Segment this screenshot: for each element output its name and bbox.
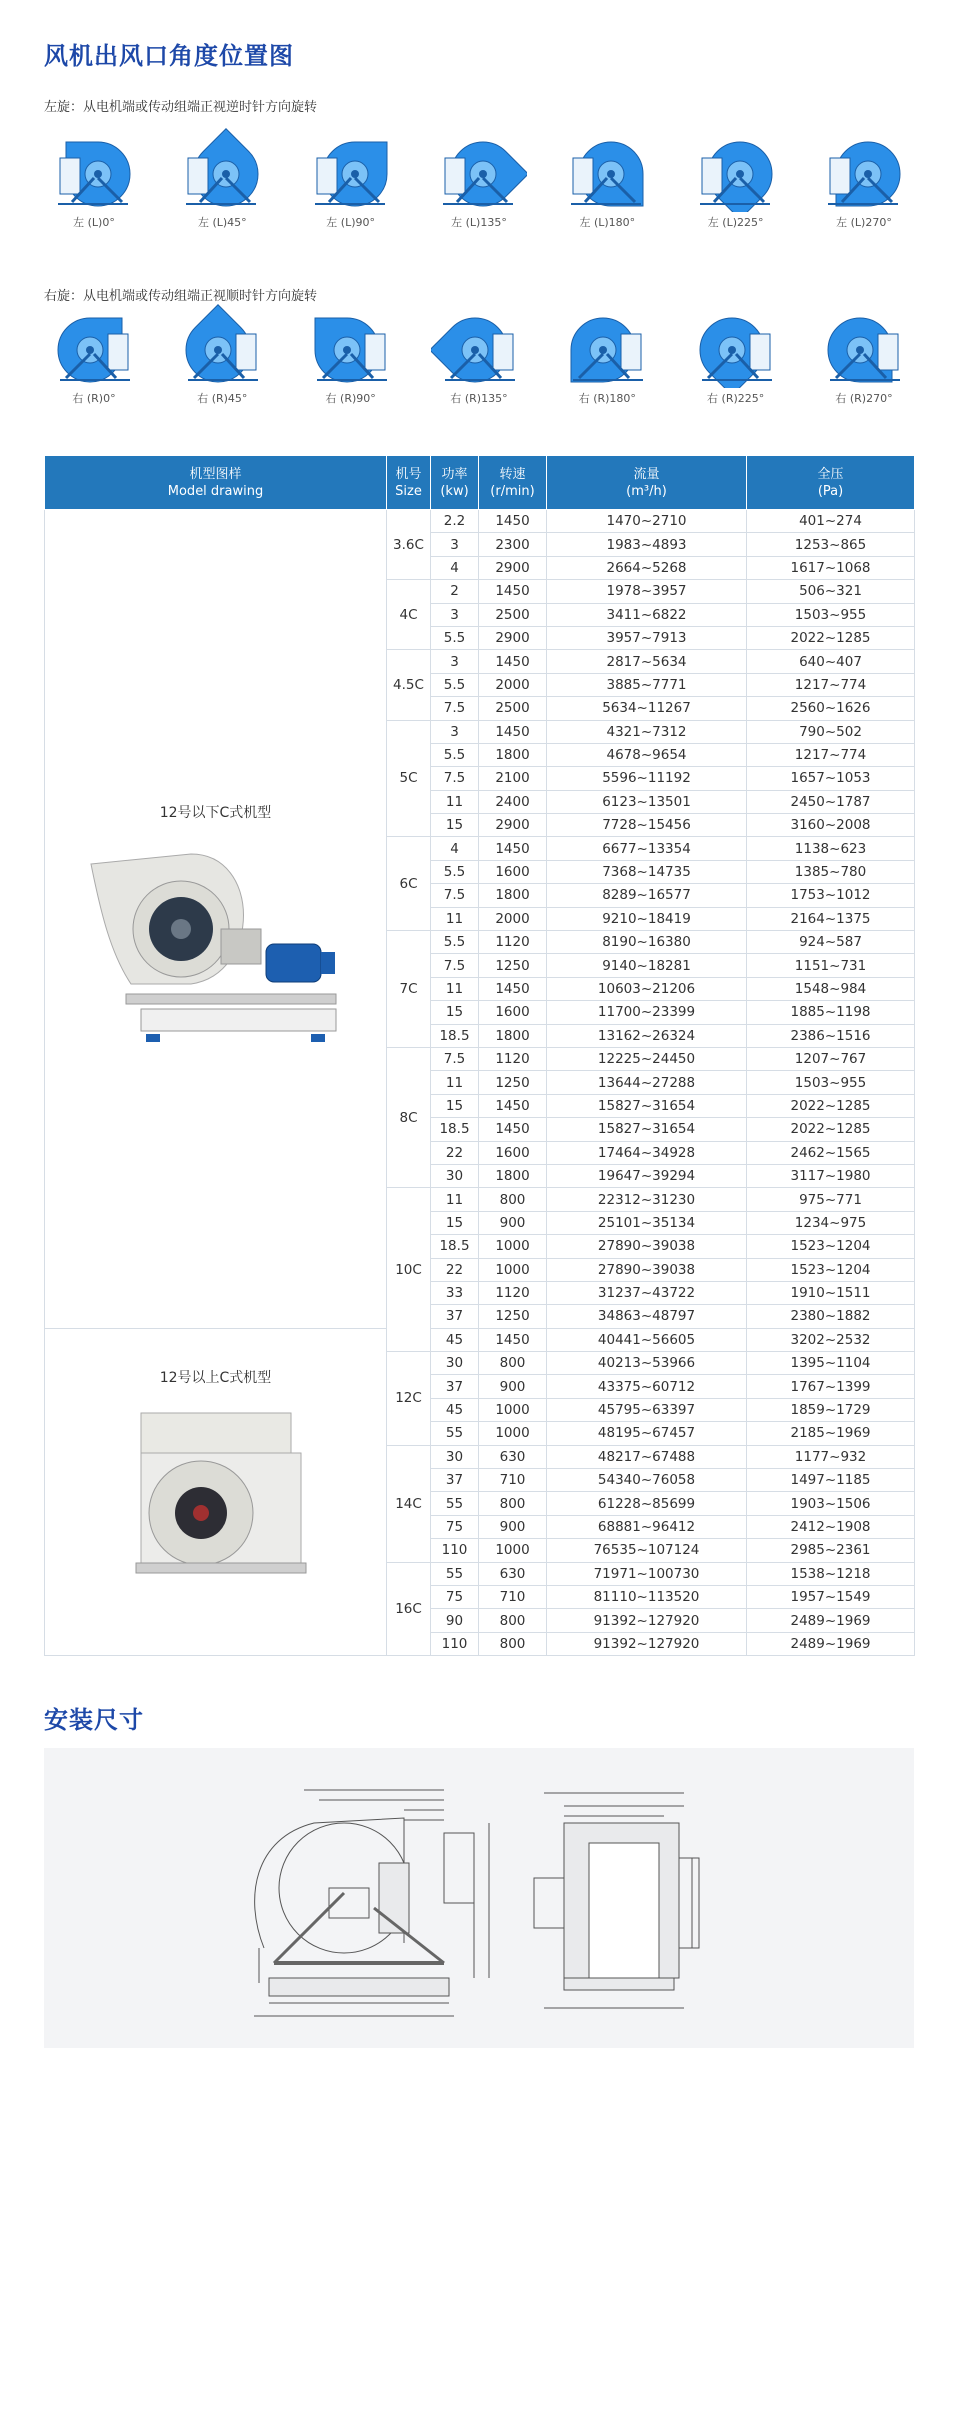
pressure-cell: 640~407 bbox=[747, 650, 915, 673]
speed-cell: 2000 bbox=[479, 907, 547, 930]
fan-outlet-icon bbox=[559, 128, 655, 212]
fan-outlet-item bbox=[557, 304, 657, 406]
speed-cell: 2900 bbox=[479, 556, 547, 579]
flow-cell: 43375~60712 bbox=[547, 1375, 747, 1398]
power-cell: 5.5 bbox=[431, 860, 479, 883]
flow-cell: 7368~14735 bbox=[547, 860, 747, 883]
flow-cell: 40441~56605 bbox=[547, 1328, 747, 1351]
flow-cell: 25101~35134 bbox=[547, 1211, 747, 1234]
fan-outlet-icon bbox=[559, 304, 655, 388]
speed-cell: 1450 bbox=[479, 1118, 547, 1141]
power-cell: 18.5 bbox=[431, 1235, 479, 1258]
right-rotation-label: 右旋：从电机端或传动组端正视顺时针方向旋转 bbox=[44, 289, 318, 304]
spec-header-cn: 转速 bbox=[499, 466, 526, 482]
fan-outlet-caption: 右 (R)0° bbox=[72, 392, 116, 405]
power-cell: 11 bbox=[431, 1071, 479, 1094]
power-cell: 3 bbox=[431, 720, 479, 743]
table-row bbox=[45, 510, 915, 533]
pressure-cell: 1957~1549 bbox=[747, 1585, 915, 1608]
power-cell: 18.5 bbox=[431, 1118, 479, 1141]
fan-outlet-icon bbox=[174, 128, 270, 212]
fan-outlet-icon bbox=[303, 304, 399, 388]
spec-header-cell bbox=[45, 456, 387, 510]
fan-outlet-caption: 右 (R)270° bbox=[835, 392, 893, 405]
fan-outlet-caption: 右 (R)225° bbox=[707, 392, 765, 405]
spec-header-en: (kw) bbox=[440, 483, 469, 499]
spec-header-en: (Pa) bbox=[817, 483, 844, 499]
flow-cell: 8190~16380 bbox=[547, 931, 747, 954]
flow-cell: 1978~3957 bbox=[547, 580, 747, 603]
flow-cell: 48217~67488 bbox=[547, 1445, 747, 1468]
flow-cell: 68881~96412 bbox=[547, 1515, 747, 1538]
pressure-cell: 2489~1969 bbox=[747, 1609, 915, 1632]
pressure-cell: 1859~1729 bbox=[747, 1398, 915, 1421]
pressure-cell: 506~321 bbox=[747, 580, 915, 603]
fan-outlet-item bbox=[172, 128, 272, 230]
speed-cell: 1250 bbox=[479, 1305, 547, 1328]
install-drawing bbox=[44, 1748, 914, 2048]
pressure-cell: 2022~1285 bbox=[747, 1118, 915, 1141]
spec-header-en: (r/min) bbox=[490, 483, 535, 499]
flow-cell: 27890~39038 bbox=[547, 1235, 747, 1258]
flow-cell: 81110~113520 bbox=[547, 1585, 747, 1608]
flow-cell: 40213~53966 bbox=[547, 1352, 747, 1375]
power-cell: 75 bbox=[431, 1585, 479, 1608]
flow-cell: 71971~100730 bbox=[547, 1562, 747, 1585]
power-cell: 3 bbox=[431, 650, 479, 673]
fan-outlet-item bbox=[172, 304, 272, 406]
fan-outlet-caption: 右 (R)90° bbox=[325, 392, 376, 405]
spec-header-cn: 机型图样 bbox=[189, 466, 242, 482]
size-cell: 5C bbox=[387, 720, 431, 837]
power-cell: 30 bbox=[431, 1352, 479, 1375]
pressure-cell: 1617~1068 bbox=[747, 556, 915, 579]
spec-table-header bbox=[45, 456, 915, 510]
install-title: 安装尺寸 bbox=[44, 1706, 144, 1734]
fan-outlet-caption: 左 (L)225° bbox=[707, 216, 764, 229]
power-cell: 4 bbox=[431, 837, 479, 860]
size-cell: 3.6C bbox=[387, 510, 431, 580]
power-cell: 55 bbox=[431, 1492, 479, 1515]
spec-header-en: (m³/h) bbox=[626, 483, 667, 499]
spec-header-cn: 全压 bbox=[817, 466, 844, 482]
pressure-cell: 1385~780 bbox=[747, 860, 915, 883]
fan-outlet-icon bbox=[46, 128, 142, 212]
flow-cell: 8289~16577 bbox=[547, 884, 747, 907]
speed-cell: 1450 bbox=[479, 580, 547, 603]
flow-cell: 1470~2710 bbox=[547, 510, 747, 533]
pressure-cell: 1503~955 bbox=[747, 603, 915, 626]
pressure-cell: 2164~1375 bbox=[747, 907, 915, 930]
speed-cell: 1450 bbox=[479, 1094, 547, 1117]
speed-cell: 2500 bbox=[479, 603, 547, 626]
pressure-cell: 1207~767 bbox=[747, 1047, 915, 1070]
flow-cell: 5596~11192 bbox=[547, 767, 747, 790]
speed-cell: 1120 bbox=[479, 1047, 547, 1070]
model-name: 12号以上C式机型 bbox=[159, 1369, 272, 1386]
power-cell: 11 bbox=[431, 790, 479, 813]
fan-outlet-item bbox=[686, 128, 786, 230]
power-cell: 5.5 bbox=[431, 743, 479, 766]
fan-outlet-caption: 左 (L)90° bbox=[326, 216, 376, 229]
dimension-drawing bbox=[44, 1748, 914, 2048]
fan-outlet-item bbox=[814, 304, 914, 406]
model-drawing-cell bbox=[45, 510, 387, 1329]
fan-outlet-caption: 左 (L)270° bbox=[836, 216, 892, 229]
fan-outlet-icon bbox=[816, 128, 912, 212]
speed-cell: 2100 bbox=[479, 767, 547, 790]
power-cell: 2 bbox=[431, 580, 479, 603]
speed-cell: 900 bbox=[479, 1375, 547, 1398]
flow-cell: 9140~18281 bbox=[547, 954, 747, 977]
flow-cell: 91392~127920 bbox=[547, 1632, 747, 1655]
speed-cell: 1800 bbox=[479, 743, 547, 766]
flow-cell: 9210~18419 bbox=[547, 907, 747, 930]
fan-outlet-icon bbox=[688, 304, 784, 388]
flow-cell: 3957~7913 bbox=[547, 626, 747, 649]
fan-machine-large-image bbox=[111, 1403, 321, 1593]
power-cell: 15 bbox=[431, 1211, 479, 1234]
pressure-cell: 1753~1012 bbox=[747, 884, 915, 907]
pressure-cell: 1177~932 bbox=[747, 1445, 915, 1468]
power-cell: 37 bbox=[431, 1375, 479, 1398]
flow-cell: 19647~39294 bbox=[547, 1164, 747, 1187]
flow-cell: 3411~6822 bbox=[547, 603, 747, 626]
speed-cell: 1000 bbox=[479, 1258, 547, 1281]
power-cell: 30 bbox=[431, 1445, 479, 1468]
power-cell: 4 bbox=[431, 556, 479, 579]
flow-cell: 61228~85699 bbox=[547, 1492, 747, 1515]
power-cell: 11 bbox=[431, 907, 479, 930]
pressure-cell: 2462~1565 bbox=[747, 1141, 915, 1164]
speed-cell: 1120 bbox=[479, 931, 547, 954]
speed-cell: 1450 bbox=[479, 837, 547, 860]
flow-cell: 1983~4893 bbox=[547, 533, 747, 556]
flow-cell: 5634~11267 bbox=[547, 697, 747, 720]
speed-cell: 1000 bbox=[479, 1539, 547, 1562]
flow-cell: 48195~67457 bbox=[547, 1422, 747, 1445]
power-cell: 7.5 bbox=[431, 1047, 479, 1070]
power-cell: 15 bbox=[431, 1001, 479, 1024]
flow-cell: 13162~26324 bbox=[547, 1024, 747, 1047]
pressure-cell: 1395~1104 bbox=[747, 1352, 915, 1375]
spec-table bbox=[44, 455, 915, 1656]
pressure-cell: 2022~1285 bbox=[747, 626, 915, 649]
fan-outlet-item bbox=[557, 128, 657, 230]
power-cell: 11 bbox=[431, 977, 479, 1000]
speed-cell: 800 bbox=[479, 1352, 547, 1375]
speed-cell: 710 bbox=[479, 1469, 547, 1492]
fan-outlet-icon bbox=[431, 304, 527, 388]
model-drawing-cell bbox=[45, 1328, 387, 1655]
flow-cell: 15827~31654 bbox=[547, 1094, 747, 1117]
flow-cell: 22312~31230 bbox=[547, 1188, 747, 1211]
flow-cell: 2664~5268 bbox=[547, 556, 747, 579]
size-cell: 10C bbox=[387, 1188, 431, 1352]
speed-cell: 1450 bbox=[479, 1328, 547, 1351]
flow-cell: 76535~107124 bbox=[547, 1539, 747, 1562]
speed-cell: 1600 bbox=[479, 860, 547, 883]
pressure-cell: 1217~774 bbox=[747, 743, 915, 766]
speed-cell: 2300 bbox=[479, 533, 547, 556]
size-cell: 4C bbox=[387, 580, 431, 650]
power-cell: 22 bbox=[431, 1258, 479, 1281]
flow-cell: 34863~48797 bbox=[547, 1305, 747, 1328]
size-cell: 14C bbox=[387, 1445, 431, 1562]
pressure-cell: 2380~1882 bbox=[747, 1305, 915, 1328]
pressure-cell: 790~502 bbox=[747, 720, 915, 743]
fan-outlet-item bbox=[429, 304, 529, 406]
fan-outlet-item bbox=[301, 128, 401, 230]
fan-outlet-caption: 左 (L)135° bbox=[451, 216, 507, 229]
flow-cell: 4678~9654 bbox=[547, 743, 747, 766]
table-row bbox=[45, 1328, 915, 1351]
fan-outlet-item bbox=[301, 304, 401, 406]
flow-cell: 10603~21206 bbox=[547, 977, 747, 1000]
power-cell: 11 bbox=[431, 1188, 479, 1211]
fan-outlet-icon bbox=[431, 128, 527, 212]
pressure-cell: 1523~1204 bbox=[747, 1258, 915, 1281]
power-cell: 110 bbox=[431, 1632, 479, 1655]
flow-cell: 6677~13354 bbox=[547, 837, 747, 860]
spec-header-cell bbox=[431, 456, 479, 510]
spec-header-cell bbox=[547, 456, 747, 510]
power-cell: 75 bbox=[431, 1515, 479, 1538]
size-cell: 16C bbox=[387, 1562, 431, 1656]
fan-outlet-caption: 右 (R)135° bbox=[450, 392, 508, 405]
speed-cell: 1800 bbox=[479, 1024, 547, 1047]
fan-outlet-caption: 左 (L)180° bbox=[579, 216, 636, 229]
spec-header-cell bbox=[387, 456, 431, 510]
power-cell: 22 bbox=[431, 1141, 479, 1164]
pressure-cell: 2386~1516 bbox=[747, 1024, 915, 1047]
flow-cell: 13644~27288 bbox=[547, 1071, 747, 1094]
pressure-cell: 1767~1399 bbox=[747, 1375, 915, 1398]
pressure-cell: 1538~1218 bbox=[747, 1562, 915, 1585]
pressure-cell: 1885~1198 bbox=[747, 1001, 915, 1024]
power-cell: 33 bbox=[431, 1281, 479, 1304]
power-cell: 2.2 bbox=[431, 510, 479, 533]
power-cell: 45 bbox=[431, 1328, 479, 1351]
power-cell: 3 bbox=[431, 533, 479, 556]
spec-header-cn: 功率 bbox=[441, 466, 468, 482]
fan-outlet-item bbox=[44, 304, 144, 406]
speed-cell: 2900 bbox=[479, 814, 547, 837]
fan-outlet-icon bbox=[303, 128, 399, 212]
power-cell: 110 bbox=[431, 1539, 479, 1562]
power-cell: 37 bbox=[431, 1469, 479, 1492]
pressure-cell: 1217~774 bbox=[747, 673, 915, 696]
pressure-cell: 2985~2361 bbox=[747, 1539, 915, 1562]
flow-cell: 3885~7771 bbox=[547, 673, 747, 696]
power-cell: 15 bbox=[431, 814, 479, 837]
fan-outlet-caption: 左 (L)45° bbox=[197, 216, 247, 229]
fan-outlet-item bbox=[814, 128, 914, 230]
flow-cell: 31237~43722 bbox=[547, 1281, 747, 1304]
flow-cell: 91392~127920 bbox=[547, 1609, 747, 1632]
left-fan-row bbox=[44, 128, 914, 230]
pressure-cell: 1903~1506 bbox=[747, 1492, 915, 1515]
power-cell: 7.5 bbox=[431, 884, 479, 907]
speed-cell: 800 bbox=[479, 1188, 547, 1211]
power-cell: 3 bbox=[431, 603, 479, 626]
power-cell: 18.5 bbox=[431, 1024, 479, 1047]
flow-cell: 4321~7312 bbox=[547, 720, 747, 743]
speed-cell: 800 bbox=[479, 1632, 547, 1655]
fan-outlet-icon bbox=[816, 304, 912, 388]
flow-cell: 7728~15456 bbox=[547, 814, 747, 837]
pressure-cell: 2560~1626 bbox=[747, 697, 915, 720]
size-cell: 4.5C bbox=[387, 650, 431, 720]
pressure-cell: 924~587 bbox=[747, 931, 915, 954]
pressure-cell: 1138~623 bbox=[747, 837, 915, 860]
power-cell: 55 bbox=[431, 1562, 479, 1585]
speed-cell: 1450 bbox=[479, 720, 547, 743]
pressure-cell: 3202~2532 bbox=[747, 1328, 915, 1351]
flow-cell: 2817~5634 bbox=[547, 650, 747, 673]
power-cell: 30 bbox=[431, 1164, 479, 1187]
flow-cell: 11700~23399 bbox=[547, 1001, 747, 1024]
speed-cell: 900 bbox=[479, 1515, 547, 1538]
flow-cell: 12225~24450 bbox=[547, 1047, 747, 1070]
speed-cell: 1000 bbox=[479, 1398, 547, 1421]
pressure-cell: 1910~1511 bbox=[747, 1281, 915, 1304]
speed-cell: 630 bbox=[479, 1445, 547, 1468]
speed-cell: 1800 bbox=[479, 884, 547, 907]
speed-cell: 900 bbox=[479, 1211, 547, 1234]
speed-cell: 1000 bbox=[479, 1422, 547, 1445]
pressure-cell: 2185~1969 bbox=[747, 1422, 915, 1445]
fan-machine-small-image bbox=[71, 834, 361, 1054]
pressure-cell: 1151~731 bbox=[747, 954, 915, 977]
pressure-cell: 1253~865 bbox=[747, 533, 915, 556]
spec-header-en: Size bbox=[395, 483, 422, 499]
pressure-cell: 975~771 bbox=[747, 1188, 915, 1211]
spec-header-cell bbox=[747, 456, 915, 510]
flow-cell: 15827~31654 bbox=[547, 1118, 747, 1141]
fan-outlet-icon bbox=[688, 128, 784, 212]
speed-cell: 1600 bbox=[479, 1001, 547, 1024]
power-cell: 15 bbox=[431, 1094, 479, 1117]
speed-cell: 800 bbox=[479, 1609, 547, 1632]
power-cell: 45 bbox=[431, 1398, 479, 1421]
fan-outlet-icon bbox=[174, 304, 270, 388]
pressure-cell: 1657~1053 bbox=[747, 767, 915, 790]
speed-cell: 1800 bbox=[479, 1164, 547, 1187]
flow-cell: 17464~34928 bbox=[547, 1141, 747, 1164]
fan-outlet-caption: 右 (R)45° bbox=[197, 392, 248, 405]
size-cell: 8C bbox=[387, 1047, 431, 1187]
speed-cell: 1450 bbox=[479, 977, 547, 1000]
pressure-cell: 2450~1787 bbox=[747, 790, 915, 813]
pressure-cell: 1523~1204 bbox=[747, 1235, 915, 1258]
power-cell: 7.5 bbox=[431, 767, 479, 790]
fan-outlet-icon bbox=[46, 304, 142, 388]
pressure-cell: 401~274 bbox=[747, 510, 915, 533]
pressure-cell: 1548~984 bbox=[747, 977, 915, 1000]
speed-cell: 800 bbox=[479, 1492, 547, 1515]
pressure-cell: 2489~1969 bbox=[747, 1632, 915, 1655]
speed-cell: 1250 bbox=[479, 1071, 547, 1094]
power-cell: 37 bbox=[431, 1305, 479, 1328]
speed-cell: 1250 bbox=[479, 954, 547, 977]
speed-cell: 1450 bbox=[479, 510, 547, 533]
speed-cell: 2500 bbox=[479, 697, 547, 720]
spec-header-en: Model drawing bbox=[167, 483, 264, 499]
pressure-cell: 3117~1980 bbox=[747, 1164, 915, 1187]
right-fan-row bbox=[44, 304, 914, 406]
speed-cell: 2900 bbox=[479, 626, 547, 649]
flow-cell: 27890~39038 bbox=[547, 1258, 747, 1281]
speed-cell: 2400 bbox=[479, 790, 547, 813]
pressure-cell: 1503~955 bbox=[747, 1071, 915, 1094]
pressure-cell: 2022~1285 bbox=[747, 1094, 915, 1117]
pressure-cell: 1234~975 bbox=[747, 1211, 915, 1234]
size-cell: 7C bbox=[387, 931, 431, 1048]
power-cell: 5.5 bbox=[431, 673, 479, 696]
speed-cell: 1600 bbox=[479, 1141, 547, 1164]
pressure-cell: 3160~2008 bbox=[747, 814, 915, 837]
power-cell: 5.5 bbox=[431, 626, 479, 649]
fan-outlet-item bbox=[686, 304, 786, 406]
power-cell: 55 bbox=[431, 1422, 479, 1445]
size-cell: 12C bbox=[387, 1352, 431, 1446]
spec-header-cn: 机号 bbox=[395, 466, 422, 482]
page-title: 风机出风口角度位置图 bbox=[44, 42, 294, 70]
flow-cell: 45795~63397 bbox=[547, 1398, 747, 1421]
left-rotation-label: 左旋：从电机端或传动组端正视逆时针方向旋转 bbox=[44, 100, 318, 115]
speed-cell: 710 bbox=[479, 1585, 547, 1608]
spec-header-cn: 流量 bbox=[633, 466, 660, 482]
power-cell: 5.5 bbox=[431, 931, 479, 954]
model-name: 12号以下C式机型 bbox=[159, 805, 272, 821]
pressure-cell: 1497~1185 bbox=[747, 1469, 915, 1492]
speed-cell: 2000 bbox=[479, 673, 547, 696]
size-cell: 6C bbox=[387, 837, 431, 931]
power-cell: 90 bbox=[431, 1609, 479, 1632]
speed-cell: 630 bbox=[479, 1562, 547, 1585]
fan-outlet-caption: 左 (L)0° bbox=[73, 216, 115, 229]
power-cell: 7.5 bbox=[431, 697, 479, 720]
power-cell: 7.5 bbox=[431, 954, 479, 977]
flow-cell: 6123~13501 bbox=[547, 790, 747, 813]
spec-header-cell bbox=[479, 456, 547, 510]
fan-outlet-item bbox=[429, 128, 529, 230]
speed-cell: 1120 bbox=[479, 1281, 547, 1304]
flow-cell: 54340~76058 bbox=[547, 1469, 747, 1492]
speed-cell: 1450 bbox=[479, 650, 547, 673]
fan-outlet-caption: 右 (R)180° bbox=[578, 392, 636, 405]
speed-cell: 1000 bbox=[479, 1235, 547, 1258]
pressure-cell: 2412~1908 bbox=[747, 1515, 915, 1538]
fan-outlet-item bbox=[44, 128, 144, 230]
